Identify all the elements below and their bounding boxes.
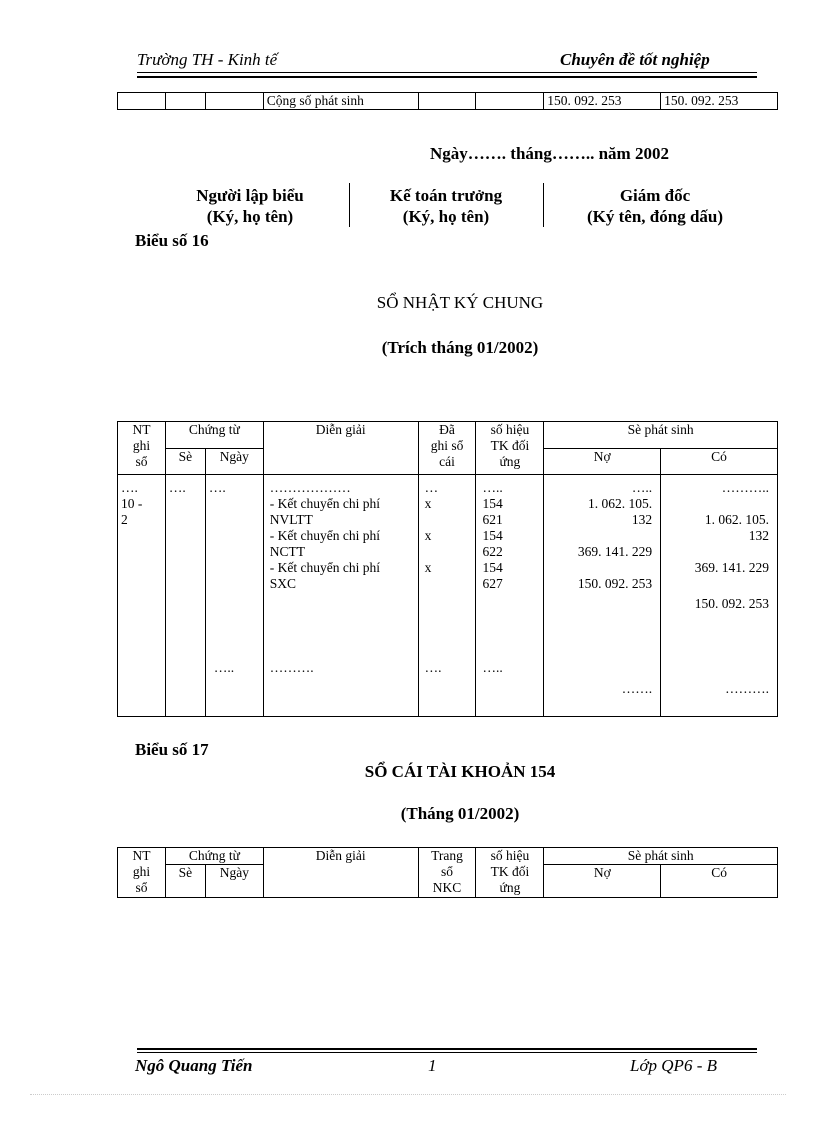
col-chung-tu: Chứng từ xyxy=(165,848,263,865)
total-credit: 150. 092. 253 xyxy=(661,93,778,110)
col-chung-tu: Chứng từ xyxy=(165,422,263,449)
footer-rule-thick xyxy=(137,1048,757,1050)
form16-label: Biểu số 16 xyxy=(135,231,209,250)
cell-dien-giai: ……………… - Kết chuyển chi phí NVLTT - Kết chuyển chi phí NCTT - Kết chuyển chi phí SXC ………. xyxy=(263,475,418,717)
col-so-hieu: số hiệu TK đối ứng xyxy=(476,848,544,898)
table-row xyxy=(118,93,778,110)
col-trang: Trang sổ NKC xyxy=(418,848,476,898)
date-line: Ngày……. tháng…….. năm 2002 xyxy=(430,144,669,163)
col-no: Nợ xyxy=(544,448,661,475)
top-total-table xyxy=(117,92,778,110)
signature-divider xyxy=(349,183,350,227)
ledger-table xyxy=(117,847,778,898)
col-dien-giai: Diễn giải xyxy=(263,848,418,898)
total-label: Cộng số phát sinh xyxy=(263,93,418,110)
form17-title: SỔ CÁI TÀI KHOẢN 154 xyxy=(364,762,556,781)
cell-co: ……….. 1. 062. 105. 132 369. 141. 229 150. 092. 253 ………. xyxy=(661,475,778,717)
journal-table xyxy=(117,421,778,717)
table-header-row xyxy=(118,848,778,865)
cell-nt: …. 10 - 2 xyxy=(118,475,166,717)
footer-class: Lớp QP6 - B xyxy=(630,1056,717,1075)
form16-title: SỔ NHẬT KÝ CHUNG xyxy=(376,293,544,312)
signature-preparer: Người lập biểu (Ký, họ tên) xyxy=(196,186,304,226)
signature-director: Giám đốc (Ký tên, đóng dấu) xyxy=(586,186,724,226)
header-rule-thick xyxy=(137,76,757,78)
col-phat-sinh: Sè phát sinh xyxy=(544,422,778,449)
col-co: Có xyxy=(661,448,778,475)
footer-page-number: 1 xyxy=(428,1056,437,1075)
footer-author: Ngô Quang Tiến xyxy=(135,1056,253,1075)
total-debit: 150. 092. 253 xyxy=(544,93,661,110)
form17-label: Biểu số 17 xyxy=(135,740,209,759)
footer-rule xyxy=(137,1052,757,1053)
col-nt: NT ghi sổ xyxy=(118,848,166,898)
col-phat-sinh: Sè phát sinh xyxy=(544,848,778,865)
header-rule xyxy=(137,72,757,73)
col-ngay: Ngày xyxy=(205,865,263,898)
signature-chief-accountant: Kế toán trưởng (Ký, họ tên) xyxy=(389,186,503,226)
col-so: Sè xyxy=(165,448,205,475)
table-header-row xyxy=(118,422,778,449)
cell-tk: ….. 154 621 154 622 154 627 ….. xyxy=(476,475,544,717)
header-school: Trường TH - Kinh tế xyxy=(137,50,278,69)
cell-so: …. xyxy=(165,475,205,717)
col-no: Nợ xyxy=(544,865,661,898)
col-ngay: Ngày xyxy=(205,448,263,475)
col-nt: NT ghi sổ xyxy=(118,422,166,475)
col-so: Sè xyxy=(165,865,205,898)
col-so-hieu: số hiệu TK đối ứng xyxy=(476,422,544,475)
form17-subtitle: (Tháng 01/2002) xyxy=(400,804,520,823)
form16-subtitle: (Trích tháng 01/2002) xyxy=(381,338,539,357)
page-bottom-dotted-line xyxy=(30,1094,786,1095)
col-co: Có xyxy=(661,865,778,898)
header-topic: Chuyên đề tốt nghiệp xyxy=(560,50,710,69)
cell-ngay: …. ….. xyxy=(205,475,263,717)
cell-da-ghi: … x x x …. xyxy=(418,475,476,717)
signature-divider xyxy=(543,183,544,227)
col-dien-giai: Diễn giải xyxy=(263,422,418,475)
cell-no: ….. 1. 062. 105. 132 369. 141. 229 150. 092. 253 ……. xyxy=(544,475,661,717)
col-da-ghi: Đã ghi sổ cái xyxy=(418,422,476,475)
table-row xyxy=(118,475,778,717)
